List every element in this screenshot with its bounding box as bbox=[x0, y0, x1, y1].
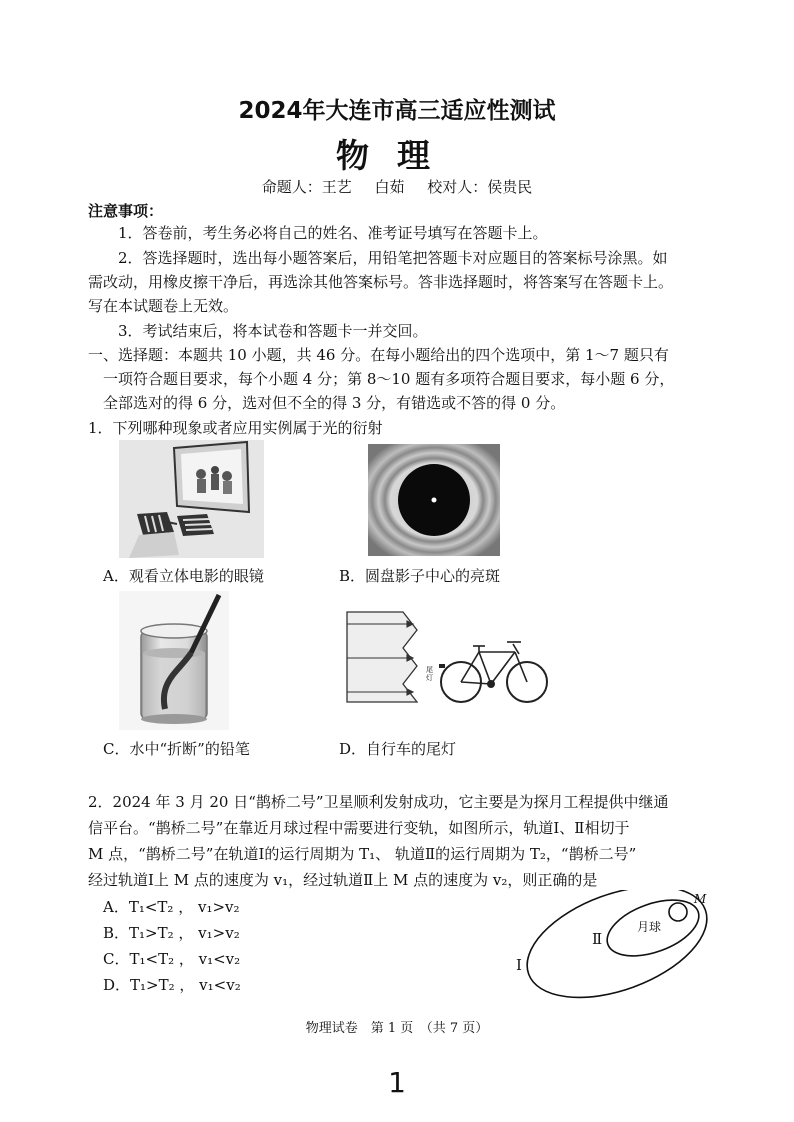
notice-item-2-line-3: 写在本试题卷上无效。 bbox=[88, 297, 239, 315]
notice-heading: 注意事项： bbox=[88, 202, 164, 220]
q2-line-2: 信平台。“鹊桥二号”在靠近月球过程中需要进行变轨，如图所示，轨道Ⅰ、Ⅱ相切于 bbox=[88, 819, 630, 837]
q2-option-a: A．T₁<T₂ ， v₁>v₂ bbox=[103, 898, 240, 916]
q2-option-d: D．T₁>T₂ ， v₁<v₂ bbox=[103, 976, 241, 994]
notice-item-3: 3．考试结束后，将本试卷和答题卡一并交回。 bbox=[118, 322, 428, 340]
q1-image-c-bent-pencil bbox=[119, 591, 229, 730]
page-footer: 物理试卷 第 1 页 （共 7 页） bbox=[305, 1021, 489, 1036]
notice-item-1: 1．答卷前，考生务必将自己的姓名、准考证号填写在答题卡上。 bbox=[118, 224, 548, 242]
bike-tail-light-label: 尾灯 bbox=[426, 666, 433, 682]
author-1: 命题人：王艺 bbox=[261, 178, 352, 196]
author-2: 白茹 bbox=[374, 178, 405, 196]
q1-image-b-poisson-spot bbox=[368, 444, 500, 556]
section1-line-3: 全部选对的得 6 分，选对但不全的得 3 分，有错选或不答的得 0 分。 bbox=[103, 394, 566, 412]
exam-title: 2024年大连市高三适应性测试 bbox=[238, 98, 556, 124]
q1-option-b: B．圆盘影子中心的亮斑 bbox=[339, 567, 501, 585]
page-number: 1 bbox=[388, 1066, 406, 1099]
subject-title: 物理 bbox=[336, 136, 458, 175]
q2-orbit-diagram bbox=[510, 890, 715, 1002]
q1-image-d-bicycle-reflector bbox=[343, 610, 553, 715]
section1-line-2: 一项符合题目要求，每个小题 4 分；第 8～10 题有多项符合题目要求，每小题 6 分， bbox=[103, 370, 675, 388]
moon-label: 月球 bbox=[637, 920, 662, 934]
q1-option-d: D．自行车的尾灯 bbox=[339, 740, 457, 758]
q2-option-c: C．T₁<T₂ ， v₁<v₂ bbox=[103, 950, 241, 968]
q2-option-b: B．T₁>T₂ ， v₁>v₂ bbox=[103, 924, 240, 942]
q2-line-1: 2．2024 年 3 月 20 日“鹊桥二号”卫星顺利发射成功，它主要是为探月工程提供中继通 bbox=[88, 793, 669, 811]
authors-line bbox=[0, 176, 794, 197]
orbit-2-label: Ⅱ bbox=[592, 930, 603, 948]
q1-stem: 1．下列哪种现象或者应用实例属于光的衍射 bbox=[88, 419, 383, 437]
orbit-1-label: Ⅰ bbox=[516, 956, 522, 974]
section1-line-1: 一、选择题：本题共 10 小题，共 46 分。在每小题给出的四个选项中，第 1～7 题只有 bbox=[88, 346, 669, 364]
checker: 校对人：侯贵民 bbox=[427, 178, 533, 196]
notice-item-2-line-1: 2．答选择题时，选出每小题答案后，用铅笔把答题卡对应题目的答案标号涂黑。如 bbox=[118, 249, 668, 267]
notice-item-2-line-2: 需改动，用橡皮擦干净后，再选涂其他答案标号。答非选择题时，将答案写在答题卡上。 bbox=[88, 273, 674, 291]
orbit-point-m: M bbox=[694, 892, 707, 906]
q1-image-a-3d-glasses bbox=[119, 440, 264, 558]
q1-option-c: C．水中“折断”的铅笔 bbox=[103, 740, 250, 758]
q2-line-4: 经过轨道Ⅰ上 M 点的速度为 v₁，经过轨道Ⅱ上 M 点的速度为 v₂，则正确的是 bbox=[88, 871, 598, 889]
q1-option-a: A．观看立体电影的眼镜 bbox=[103, 567, 264, 585]
q2-line-3: M 点，“鹊桥二号”在轨道Ⅰ的运行周期为 T₁、 轨道Ⅱ的运行周期为 T₂，“鹊桥二号” bbox=[88, 845, 637, 863]
